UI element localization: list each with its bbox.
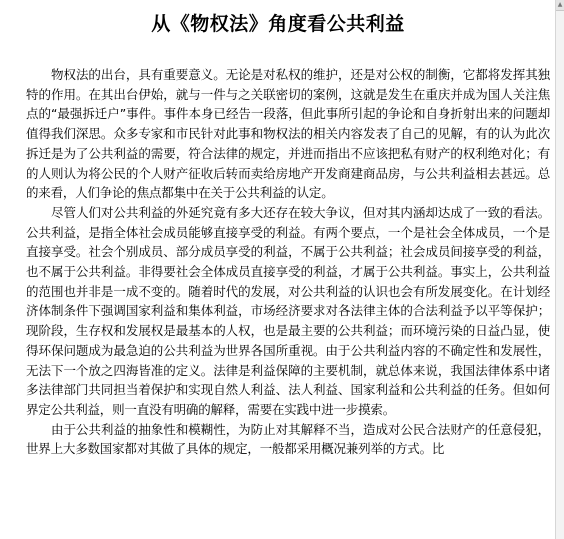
vertical-scrollbar[interactable]	[555, 0, 564, 539]
paragraph-2: 尽管人们对公共利益的外延究竟有多大还存在较大争议，但对其内涵却达成了一致的看法。公共利益，是指全体社会成员能够直接享受的利益。有两个要点，一个是社会全体成员，一个是直接享受。社会个别成员、部分成员享受的利益，不属于公共利益；社会成员间接享受的利益，也不属于公共利益。非得要社会全体成员直接享受的利益，才属于公共利益。事实上，公共利益的范围也并非是一成不变的。随着时代的发展，对公共利益的认识也会有所发展变化。在计划经济体制条件下强调国家利益和集体利益，市场经济要求对各法律主体的合法利益予以平等保护；现阶段，生存权和发展权是最基本的人权，也是最主要的公共利益；而环境污染的日益凸显，使得环保问题成为最急迫的公共利益为世界各国所重视。由于公共利益内容的不确定性和发展性，无法下一个放之四海皆准的定义。法律是利益保障的主要机制，就总体来说，我国法律体系中诸多法律部门共同担当着保护和实现自然人利益、法人利益、国家利益和公共利益的任务。但如何界定公共利益，则一直没有明确的解释，需要在实践中进一步摸索。	[26, 204, 550, 417]
document-title: 从《物权法》角度看公共利益	[151, 13, 405, 35]
scroll-up-arrow-icon[interactable]: ▲	[556, 0, 564, 11]
paragraph-3: 由于公共利益的抽象性和模糊性，为防止对其解释不当，造成对公民合法财产的任意侵犯，世界上大多数国家都对其做了具体的规定，一般都采用概况兼列举的方式。比	[26, 421, 550, 457]
paragraph-1: 物权法的出台，具有重要意义。无论是对私权的维护，还是对公权的制衡，它都将发挥其独特的作用。在其出台伊始，就与一件与之关联密切的案例，这就是发生在重庆并成为国人关注焦点的“最强拆迁户”事件。事件本身已经告一段落，但此事所引起的争论和自身折射出来的问题却值得我们深思。众多专家和市民针对此事和物权法的相关内容发表了自己的见解，有的认为此次拆迁是为了公共利益的需要，符合法律的规定，并进而指出不应该把私有财产的权利绝对化；有的人则认为将公民的个人财产征收后转而卖给房地产开发商建商品房，与公共利益相去甚远。总的来看，人们争论的焦点都集中在关于公共利益的认定。	[26, 67, 550, 201]
document-body	[26, 65, 550, 459]
